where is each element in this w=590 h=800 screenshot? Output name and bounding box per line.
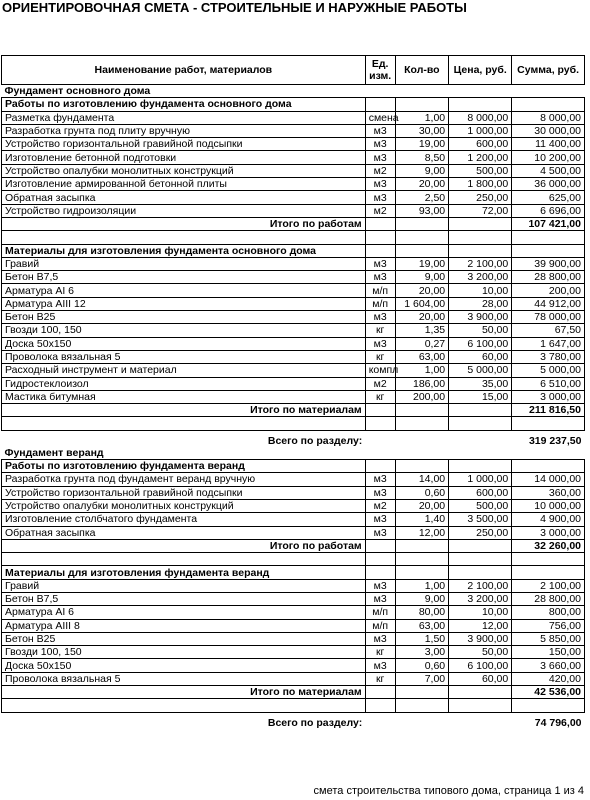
item-unit: м3 <box>365 486 395 499</box>
item-price: 8 000,00 <box>449 111 512 124</box>
item-sum: 10 200,00 <box>512 151 585 164</box>
item-price: 6 100,00 <box>449 337 512 350</box>
page-footer: смета строительства типового дома, страница 1 из 4 <box>313 785 584 797</box>
item-name: Доска 50x150 <box>2 337 366 350</box>
empty-cell <box>449 417 512 430</box>
group-heading: Работы по изготовлению фундамента веранд <box>2 460 366 473</box>
item-qty: 20,00 <box>395 311 448 324</box>
item-sum: 3 780,00 <box>512 350 585 363</box>
item-qty: 1,50 <box>395 632 448 645</box>
empty-cell <box>365 430 395 447</box>
item-price: 10,00 <box>449 606 512 619</box>
item-qty: 19,00 <box>395 257 448 270</box>
table-row <box>2 486 585 499</box>
item-qty: 8,50 <box>395 151 448 164</box>
subtotal-row <box>2 686 585 699</box>
table-row <box>2 526 585 539</box>
item-unit: кг <box>365 390 395 403</box>
empty-cell <box>449 430 512 447</box>
section-total-value: 319 237,50 <box>528 434 582 447</box>
table-row <box>2 138 585 151</box>
item-price: 15,00 <box>449 390 512 403</box>
empty-cell <box>512 417 585 430</box>
item-unit: м3 <box>365 473 395 486</box>
unit-cell <box>365 217 395 230</box>
item-sum: 28 800,00 <box>512 271 585 284</box>
item-price: 3 500,00 <box>449 513 512 526</box>
empty-cell <box>365 699 395 712</box>
item-price: 1 000,00 <box>449 473 512 486</box>
subtotal-row <box>2 404 585 417</box>
item-qty: 20,00 <box>395 284 448 297</box>
item-price: 60,00 <box>449 350 512 363</box>
group-heading: Работы по изготовлению фундамента основного дома <box>2 98 366 111</box>
item-name: Бетон В7,5 <box>2 271 366 284</box>
unit-cell <box>365 539 395 552</box>
item-unit: м/п <box>365 606 395 619</box>
item-price: 3 900,00 <box>449 311 512 324</box>
item-unit: м2 <box>365 499 395 512</box>
empty-cell <box>449 699 512 712</box>
empty-cell <box>365 712 395 729</box>
item-price: 5 000,00 <box>449 364 512 377</box>
item-price: 500,00 <box>449 499 512 512</box>
group-heading-row <box>2 98 585 111</box>
table-row <box>2 284 585 297</box>
table-row <box>2 499 585 512</box>
item-unit: м3 <box>365 257 395 270</box>
item-name: Устройство горизонтальной гравийной подсыпки <box>2 138 366 151</box>
item-qty: 9,00 <box>395 592 448 605</box>
section-total-label: Всего по разделу: <box>267 716 363 729</box>
item-sum: 39 900,00 <box>512 257 585 270</box>
item-price: 35,00 <box>449 377 512 390</box>
header-sum: Сумма, руб. <box>512 56 585 85</box>
item-price: 600,00 <box>449 138 512 151</box>
empty-cell <box>512 699 585 712</box>
subtotal-label: Итого по материалам <box>2 404 366 417</box>
item-unit: м3 <box>365 579 395 592</box>
item-name: Проволока вязальная 5 <box>2 672 366 685</box>
section-heading-row <box>2 85 585 98</box>
item-name: Устройство опалубки монолитных конструкций <box>2 164 366 177</box>
group-heading: Материалы для изготовления фундамента основного дома <box>2 244 366 257</box>
item-unit: м3 <box>365 632 395 645</box>
item-price: 2 100,00 <box>449 579 512 592</box>
item-sum: 800,00 <box>512 606 585 619</box>
empty-cell <box>395 231 448 244</box>
table-row <box>2 124 585 137</box>
price-cell <box>449 460 512 473</box>
empty-cell <box>2 417 366 430</box>
unit-cell <box>365 686 395 699</box>
item-price: 250,00 <box>449 191 512 204</box>
item-sum: 3 000,00 <box>512 526 585 539</box>
item-sum: 14 000,00 <box>512 473 585 486</box>
item-sum: 6 510,00 <box>512 377 585 390</box>
item-qty: 2,50 <box>395 191 448 204</box>
item-qty: 14,00 <box>395 473 448 486</box>
item-qty: 9,00 <box>395 164 448 177</box>
table-row <box>2 672 585 685</box>
item-price: 60,00 <box>449 672 512 685</box>
price-cell <box>449 244 512 257</box>
item-unit: м3 <box>365 513 395 526</box>
item-price: 50,00 <box>449 324 512 337</box>
item-name: Расходный инструмент и материал <box>2 364 366 377</box>
subtotal-value: 42 536,00 <box>512 686 585 699</box>
subtotal-row <box>2 539 585 552</box>
item-name: Арматура AI 6 <box>2 606 366 619</box>
subtotal-label: Итого по работам <box>2 539 366 552</box>
item-name: Арматура AI 6 <box>2 284 366 297</box>
table-row <box>2 513 585 526</box>
item-price: 3 900,00 <box>449 632 512 645</box>
empty-cell <box>395 699 448 712</box>
qty-cell <box>395 566 448 579</box>
item-sum: 150,00 <box>512 646 585 659</box>
item-price: 3 200,00 <box>449 592 512 605</box>
table-row <box>2 324 585 337</box>
document-title: ОРИЕНТИРОВОЧНАЯ СМЕТА - СТРОИТЕЛЬНЫЕ И НАРУЖНЫЕ РАБОТЫ <box>2 0 467 15</box>
item-qty: 1,00 <box>395 579 448 592</box>
price-cell <box>449 566 512 579</box>
item-unit: м2 <box>365 204 395 217</box>
sum-cell <box>512 566 585 579</box>
empty-cell <box>2 231 366 244</box>
table-row <box>2 151 585 164</box>
section-total-label: Всего по разделу: <box>267 434 363 447</box>
item-price: 50,00 <box>449 646 512 659</box>
item-price: 1 800,00 <box>449 178 512 191</box>
item-sum: 5 000,00 <box>512 364 585 377</box>
spacer-row <box>2 417 585 430</box>
sum-cell <box>512 244 585 257</box>
item-sum: 44 912,00 <box>512 297 585 310</box>
item-unit: м3 <box>365 124 395 137</box>
item-qty: 12,00 <box>395 526 448 539</box>
spacer-row <box>2 231 585 244</box>
price-cell <box>449 98 512 111</box>
item-sum: 200,00 <box>512 284 585 297</box>
subtotal-row <box>2 217 585 230</box>
unit-cell <box>365 566 395 579</box>
table-row <box>2 592 585 605</box>
item-name: Гравий <box>2 579 366 592</box>
group-heading-row <box>2 566 585 579</box>
item-name: Гравий <box>2 257 366 270</box>
qty-cell <box>395 217 448 230</box>
item-name: Изготовление армированной бетонной плиты <box>2 178 366 191</box>
item-unit: м/п <box>365 297 395 310</box>
item-name: Арматура AIII 12 <box>2 297 366 310</box>
item-unit: м3 <box>365 526 395 539</box>
table-row <box>2 659 585 672</box>
item-sum: 5 850,00 <box>512 632 585 645</box>
item-name: Обратная засыпка <box>2 191 366 204</box>
item-price: 10,00 <box>449 284 512 297</box>
item-sum: 30 000,00 <box>512 124 585 137</box>
item-unit: компл <box>365 364 395 377</box>
item-sum: 10 000,00 <box>512 499 585 512</box>
empty-cell <box>395 553 448 566</box>
item-qty: 19,00 <box>395 138 448 151</box>
item-unit: м3 <box>365 311 395 324</box>
unit-cell <box>365 244 395 257</box>
subtotal-label: Итого по материалам <box>2 686 366 699</box>
table-row <box>2 390 585 403</box>
item-qty: 80,00 <box>395 606 448 619</box>
item-name: Изготовление столбчатого фундамента <box>2 513 366 526</box>
header-unit: Ед. изм. <box>365 56 395 85</box>
qty-cell <box>395 686 448 699</box>
item-price: 250,00 <box>449 526 512 539</box>
empty-cell <box>395 417 448 430</box>
item-price: 1 000,00 <box>449 124 512 137</box>
item-unit: кг <box>365 350 395 363</box>
item-qty: 186,00 <box>395 377 448 390</box>
qty-cell <box>395 539 448 552</box>
item-price: 28,00 <box>449 297 512 310</box>
estimate-body <box>2 85 585 729</box>
item-qty: 0,60 <box>395 659 448 672</box>
table-row <box>2 646 585 659</box>
table-row <box>2 364 585 377</box>
item-sum: 360,00 <box>512 486 585 499</box>
item-qty: 1,35 <box>395 324 448 337</box>
empty-cell <box>395 712 448 729</box>
item-qty: 200,00 <box>395 390 448 403</box>
item-sum: 756,00 <box>512 619 585 632</box>
item-qty: 3,00 <box>395 646 448 659</box>
sum-cell <box>512 98 585 111</box>
item-sum: 420,00 <box>512 672 585 685</box>
item-price: 500,00 <box>449 164 512 177</box>
spacer-row <box>2 699 585 712</box>
item-qty: 20,00 <box>395 499 448 512</box>
empty-cell <box>365 553 395 566</box>
item-unit: м3 <box>365 138 395 151</box>
item-name: Устройство гидроизоляции <box>2 204 366 217</box>
table-row <box>2 111 585 124</box>
item-sum: 67,50 <box>512 324 585 337</box>
group-heading: Материалы для изготовления фундамента веранд <box>2 566 366 579</box>
item-name: Изготовление бетонной подготовки <box>2 151 366 164</box>
item-name: Устройство опалубки монолитных конструкций <box>2 499 366 512</box>
item-name: Гвозди 100, 150 <box>2 324 366 337</box>
item-price: 3 200,00 <box>449 271 512 284</box>
empty-cell <box>2 553 366 566</box>
item-unit: м3 <box>365 592 395 605</box>
item-sum: 11 400,00 <box>512 138 585 151</box>
section-total-value: 74 796,00 <box>534 716 582 729</box>
empty-cell <box>512 553 585 566</box>
item-name: Гвозди 100, 150 <box>2 646 366 659</box>
section-total-row <box>2 430 585 447</box>
unit-cell <box>365 460 395 473</box>
table-row <box>2 473 585 486</box>
empty-cell <box>449 553 512 566</box>
item-name: Арматура AIII 8 <box>2 619 366 632</box>
table-row <box>2 619 585 632</box>
qty-cell <box>395 244 448 257</box>
item-unit: смена <box>365 111 395 124</box>
header-qty: Кол-во <box>395 56 448 85</box>
table-row <box>2 257 585 270</box>
section-total-row <box>2 712 585 729</box>
item-qty: 7,00 <box>395 672 448 685</box>
subtotal-label: Итого по работам <box>2 217 366 230</box>
empty-cell <box>2 699 366 712</box>
header-price: Цена, руб. <box>449 56 512 85</box>
item-qty: 1,40 <box>395 513 448 526</box>
table-row <box>2 164 585 177</box>
item-unit: м3 <box>365 191 395 204</box>
item-qty: 63,00 <box>395 619 448 632</box>
item-price: 12,00 <box>449 619 512 632</box>
item-unit: м3 <box>365 659 395 672</box>
section-heading-row <box>2 447 585 460</box>
item-sum: 28 800,00 <box>512 592 585 605</box>
empty-cell <box>365 417 395 430</box>
item-price: 72,00 <box>449 204 512 217</box>
table-row <box>2 178 585 191</box>
item-unit: м/п <box>365 619 395 632</box>
qty-cell <box>395 460 448 473</box>
item-unit: м/п <box>365 284 395 297</box>
item-name: Разметка фундамента <box>2 111 366 124</box>
item-unit: м2 <box>365 377 395 390</box>
item-name: Доска 50x150 <box>2 659 366 672</box>
item-unit: м3 <box>365 178 395 191</box>
item-unit: м3 <box>365 271 395 284</box>
spacer-row <box>2 553 585 566</box>
header-name: Наименование работ, материалов <box>2 56 366 85</box>
item-unit: кг <box>365 646 395 659</box>
item-unit: кг <box>365 324 395 337</box>
item-name: Обратная засыпка <box>2 526 366 539</box>
price-cell <box>449 404 512 417</box>
item-qty: 1 604,00 <box>395 297 448 310</box>
item-name: Разработка грунта под фундамент веранд вручную <box>2 473 366 486</box>
table-row <box>2 606 585 619</box>
item-sum: 78 000,00 <box>512 311 585 324</box>
item-qty: 9,00 <box>395 271 448 284</box>
subtotal-value: 211 816,50 <box>512 404 585 417</box>
table-row <box>2 632 585 645</box>
sum-cell <box>512 460 585 473</box>
item-sum: 2 100,00 <box>512 579 585 592</box>
group-heading-row <box>2 244 585 257</box>
qty-cell <box>395 98 448 111</box>
item-sum: 1 647,00 <box>512 337 585 350</box>
item-name: Мастика битумная <box>2 390 366 403</box>
item-sum: 6 696,00 <box>512 204 585 217</box>
price-cell <box>449 217 512 230</box>
item-qty: 1,00 <box>395 111 448 124</box>
empty-cell <box>449 231 512 244</box>
item-name: Бетон В25 <box>2 311 366 324</box>
unit-cell <box>365 98 395 111</box>
item-unit: м3 <box>365 337 395 350</box>
table-row <box>2 377 585 390</box>
item-qty: 93,00 <box>395 204 448 217</box>
table-row <box>2 191 585 204</box>
table-row <box>2 311 585 324</box>
item-sum: 36 000,00 <box>512 178 585 191</box>
empty-cell <box>395 430 448 447</box>
unit-cell <box>365 404 395 417</box>
empty-cell <box>365 231 395 244</box>
empty-cell <box>512 231 585 244</box>
item-sum: 4 900,00 <box>512 513 585 526</box>
table-row <box>2 297 585 310</box>
item-unit: кг <box>365 672 395 685</box>
item-qty: 0,60 <box>395 486 448 499</box>
empty-cell <box>449 712 512 729</box>
price-cell <box>449 539 512 552</box>
item-qty: 1,00 <box>395 364 448 377</box>
price-cell <box>449 686 512 699</box>
item-sum: 625,00 <box>512 191 585 204</box>
item-qty: 20,00 <box>395 178 448 191</box>
item-price: 2 100,00 <box>449 257 512 270</box>
item-name: Разработка грунта под плиту вручную <box>2 124 366 137</box>
table-row <box>2 271 585 284</box>
item-name: Бетон В7,5 <box>2 592 366 605</box>
estimate-table <box>1 55 585 729</box>
item-unit: м2 <box>365 164 395 177</box>
item-qty: 0,27 <box>395 337 448 350</box>
table-row <box>2 337 585 350</box>
item-name: Бетон В25 <box>2 632 366 645</box>
item-name: Гидростеклоизол <box>2 377 366 390</box>
item-price: 6 100,00 <box>449 659 512 672</box>
table-header-row <box>2 56 585 85</box>
qty-cell <box>395 404 448 417</box>
item-unit: м3 <box>365 151 395 164</box>
item-sum: 3 660,00 <box>512 659 585 672</box>
item-sum: 3 000,00 <box>512 390 585 403</box>
section-heading: Фундамент веранд <box>2 447 585 460</box>
item-sum: 8 000,00 <box>512 111 585 124</box>
subtotal-value: 32 260,00 <box>512 539 585 552</box>
item-qty: 63,00 <box>395 350 448 363</box>
item-qty: 30,00 <box>395 124 448 137</box>
subtotal-value: 107 421,00 <box>512 217 585 230</box>
table-row <box>2 204 585 217</box>
table-row <box>2 579 585 592</box>
item-name: Проволока вязальная 5 <box>2 350 366 363</box>
item-price: 1 200,00 <box>449 151 512 164</box>
section-heading: Фундамент основного дома <box>2 85 585 98</box>
item-name: Устройство горизонтальной гравийной подсыпки <box>2 486 366 499</box>
table-row <box>2 350 585 363</box>
item-price: 600,00 <box>449 486 512 499</box>
group-heading-row <box>2 460 585 473</box>
item-sum: 4 500,00 <box>512 164 585 177</box>
